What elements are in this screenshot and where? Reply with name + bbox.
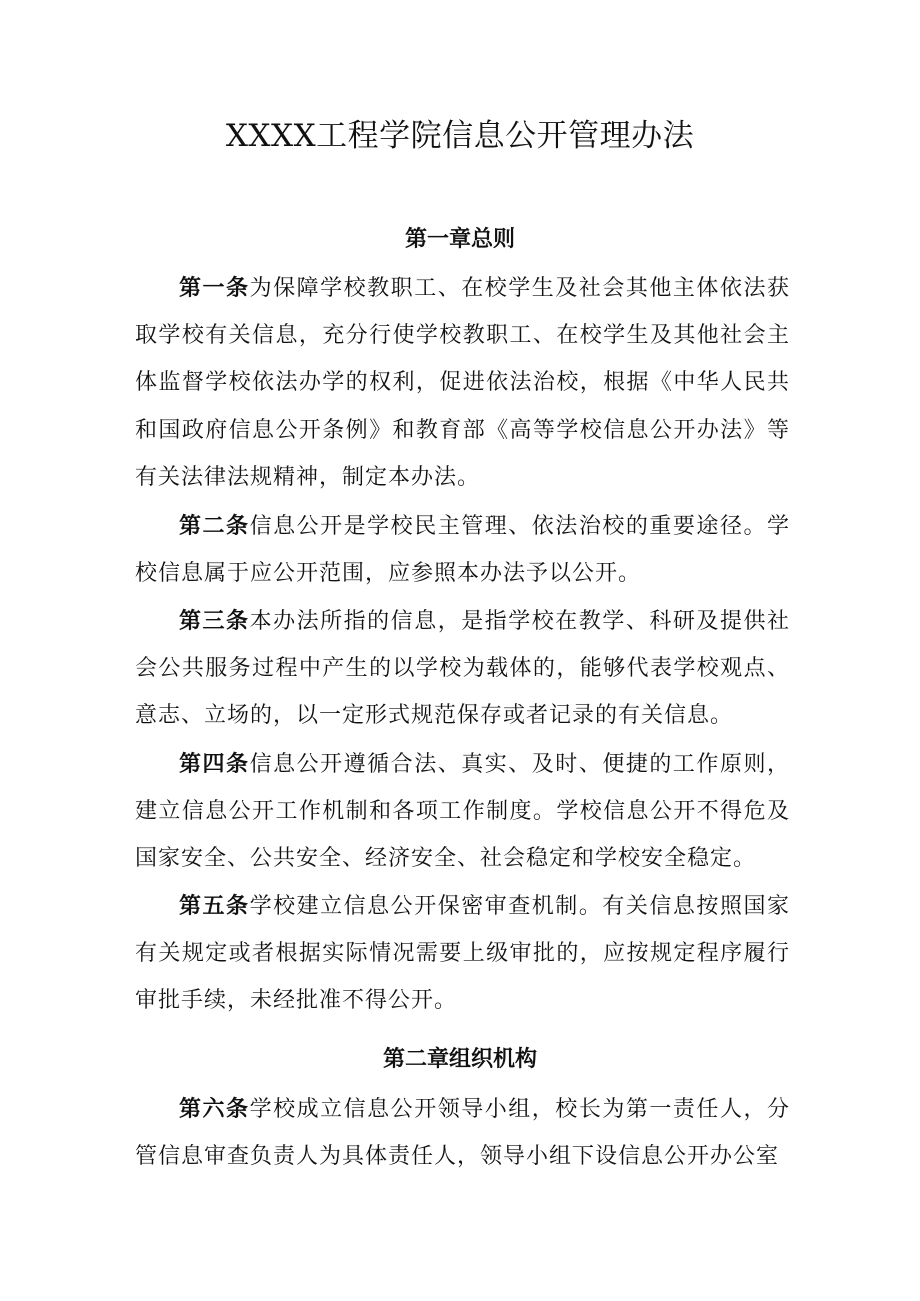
article-text: 学校建立信息公开保密审查机制。有关信息按照国家有关规定或者根据实际情况需要上级审批的，应按规定程序履行审批手续，未经批准不得公开。 <box>135 894 790 1014</box>
chapter-heading: 第一章总则 <box>404 227 515 252</box>
article-number: 第一条 <box>179 276 250 301</box>
article-number: 第六条 <box>179 1097 250 1122</box>
chapter-heading: 第二章组织机构 <box>382 1047 537 1072</box>
article-text: 信息公开遵循合法、真实、及时、便捷的工作原则，建立信息公开工作机制和各项工作制度。学校信息公开不得危及国家安全、公共安全、经济安全、社会稳定和学校安全稳定。 <box>135 752 790 872</box>
article-paragraph <box>135 265 790 501</box>
article-paragraph <box>135 598 790 740</box>
article-text: 本办法所指的信息，是指学校在教学、科研及提供社会公共服务过程中产生的以学校为载体的，能够代表学校观点、意志、立场的，以一定形式规范保存或者记录的有关信息。 <box>135 609 790 729</box>
article-number: 第四条 <box>179 752 250 777</box>
article-text: 学校成立信息公开领导小组，校长为第一责任人，分管信息审查负责人为具体责任人，领导小组下设信息公开办公室 <box>135 1097 790 1170</box>
article-paragraph <box>135 1086 790 1180</box>
article-number: 第五条 <box>179 894 250 919</box>
document-title: XXXX工程学院信息公开管理办法 <box>225 118 695 154</box>
article-text: 信息公开是学校民主管理、依法治校的重要途径。学校信息属于应公开范围，应参照本办法予以公开。 <box>135 514 790 587</box>
article-number: 第二条 <box>179 514 250 539</box>
article-text: 为保障学校教职工、在校学生及社会其他主体依法获取学校有关信息，充分行使学校教职工、在校学生及其他社会主体监督学校依法办学的权利，促进依法治校，根据《中华人民共和国政府信息公开条例》和教育部《高等学校信息公开办法》等有关法律法规精神，制定本办法。 <box>135 276 790 490</box>
article-paragraph <box>135 741 790 883</box>
article-number: 第三条 <box>179 609 250 634</box>
article-paragraph <box>135 503 790 597</box>
article-paragraph <box>135 883 790 1025</box>
